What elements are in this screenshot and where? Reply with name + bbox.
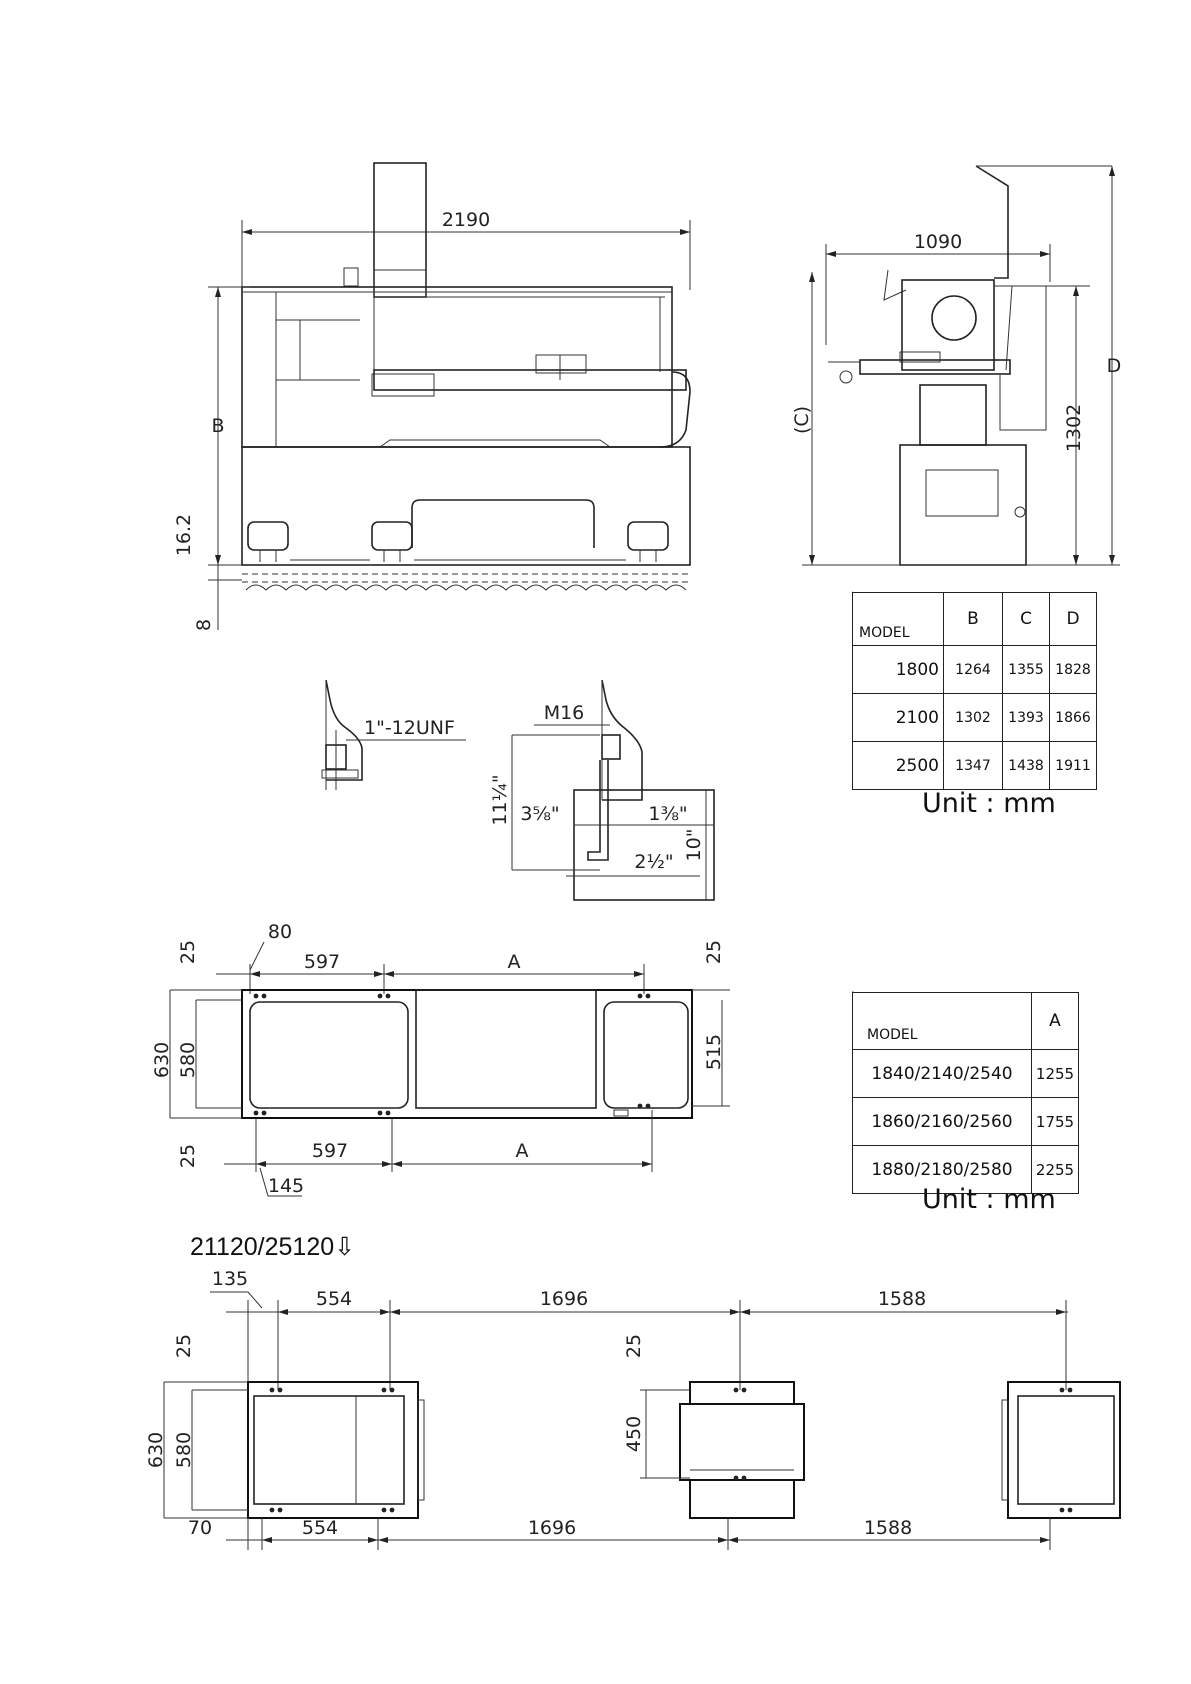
dim-554-bottom: 554 — [301, 1517, 339, 1539]
a-cell: 2255 — [1032, 1146, 1079, 1194]
d-cell: 1911 — [1050, 742, 1097, 790]
dim-70: 70 — [187, 1517, 213, 1539]
dim-630-large: 630 — [145, 1431, 167, 1469]
anchor-detail-right — [489, 680, 714, 900]
dim-16-2: 16.2 — [173, 513, 195, 557]
dim-3-5-8: 3⅝" — [520, 803, 560, 825]
dim-630: 630 — [151, 1041, 173, 1079]
large-plan-title: 21120/25120⇩ — [190, 1233, 356, 1261]
model-cell: 1800 — [853, 646, 944, 694]
dim-515: 515 — [703, 1033, 725, 1071]
dim-2190: 2190 — [441, 209, 491, 231]
model-cell: 1880/2180/2580 — [853, 1146, 1032, 1194]
dim-d: D — [1106, 355, 1122, 377]
b-cell: 1264 — [944, 646, 1003, 694]
table-row — [853, 1050, 1079, 1098]
header-d: D — [1050, 593, 1097, 646]
header-model: MODEL — [853, 993, 1032, 1050]
dim-1-12unf: 1"-12UNF — [364, 717, 455, 739]
side-view — [173, 163, 690, 631]
model-cell: 1840/2140/2540 — [853, 1050, 1032, 1098]
table-header-row — [853, 993, 1079, 1050]
b-cell: 1302 — [944, 694, 1003, 742]
dim-554-top: 554 — [315, 1288, 353, 1310]
dim-1588-bottom: 1588 — [863, 1517, 913, 1539]
dim-580: 580 — [177, 1041, 199, 1079]
dim-1-3-8: 1⅜" — [648, 803, 688, 825]
dim-1696-bottom: 1696 — [527, 1517, 577, 1539]
table-row — [853, 694, 1097, 742]
model-bcd-table — [852, 592, 1097, 790]
dim-10: 10" — [683, 828, 705, 862]
c-cell: 1393 — [1003, 694, 1050, 742]
dim-b: B — [211, 415, 225, 437]
model-cell: 1860/2160/2560 — [853, 1098, 1032, 1146]
dim-11-1-4: 11¼" — [489, 774, 511, 826]
dim-8: 8 — [193, 618, 215, 632]
dim-a-bottom: A — [515, 1140, 529, 1162]
dim-597-bottom: 597 — [311, 1140, 349, 1162]
dim-80: 80 — [267, 921, 293, 943]
dim-1090: 1090 — [913, 231, 963, 253]
model-cell: 2100 — [853, 694, 944, 742]
model-cell: 2500 — [853, 742, 944, 790]
dim-1696-top: 1696 — [539, 1288, 589, 1310]
dim-m16: M16 — [543, 702, 585, 724]
dim-450: 450 — [623, 1415, 645, 1453]
dim-a-top: A — [507, 951, 521, 973]
a-cell: 1755 — [1032, 1098, 1079, 1146]
dim-135: 135 — [211, 1268, 249, 1290]
dim-25-large-left: 25 — [173, 1333, 195, 1359]
table-header-row — [853, 593, 1097, 646]
unit-label-a: Unit : mm — [922, 1184, 1056, 1215]
dim-580-large: 580 — [173, 1431, 195, 1469]
dim-2-1-2: 2½" — [634, 851, 674, 873]
header-b: B — [944, 593, 1003, 646]
dim-c: (C) — [791, 405, 813, 435]
dim-25-top-right: 25 — [703, 939, 725, 965]
model-a-table — [852, 992, 1079, 1194]
d-cell: 1828 — [1050, 646, 1097, 694]
table-row — [853, 742, 1097, 790]
unit-label-bcd: Unit : mm — [922, 788, 1056, 819]
d-cell: 1866 — [1050, 694, 1097, 742]
dim-25-bottom-left: 25 — [177, 1143, 199, 1169]
b-cell: 1347 — [944, 742, 1003, 790]
large-foundation-plan — [145, 1268, 1120, 1550]
table-row — [853, 646, 1097, 694]
dim-25-top-left: 25 — [177, 939, 199, 965]
table-row — [853, 1098, 1079, 1146]
c-cell: 1438 — [1003, 742, 1050, 790]
end-view — [791, 166, 1121, 565]
header-c: C — [1003, 593, 1050, 646]
anchor-detail-left — [322, 680, 466, 790]
c-cell: 1355 — [1003, 646, 1050, 694]
header-a: A — [1032, 993, 1079, 1050]
dim-145: 145 — [267, 1175, 305, 1197]
header-model: MODEL — [853, 593, 944, 646]
foundation-plan — [151, 921, 730, 1197]
a-cell: 1255 — [1032, 1050, 1079, 1098]
dim-597-top: 597 — [303, 951, 341, 973]
dim-1588-top: 1588 — [877, 1288, 927, 1310]
dim-1302: 1302 — [1063, 403, 1085, 453]
dim-25-large-mid: 25 — [623, 1333, 645, 1359]
